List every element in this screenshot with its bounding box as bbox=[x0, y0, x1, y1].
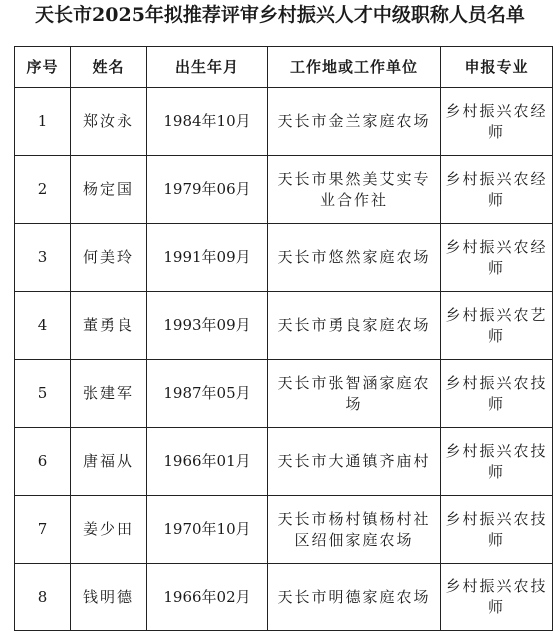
name-text: 董勇良 bbox=[82, 316, 134, 334]
cell-serial-number: 4 bbox=[15, 292, 71, 360]
cell-work-unit bbox=[268, 156, 441, 224]
name-text: 姜少田 bbox=[82, 520, 134, 538]
header-serial-number: 序号 bbox=[15, 47, 71, 88]
name-text: 张建军 bbox=[82, 384, 134, 402]
major-text: 乡村振兴农技师 bbox=[445, 441, 548, 481]
table-header-row bbox=[15, 47, 553, 88]
table-row bbox=[15, 88, 553, 156]
cell-serial-number: 6 bbox=[15, 428, 71, 496]
cell-serial-number: 3 bbox=[15, 224, 71, 292]
cell-serial-number: 8 bbox=[15, 564, 71, 631]
header-work-unit: 工作地或工作单位 bbox=[268, 47, 441, 88]
table-row bbox=[15, 428, 553, 496]
header-birth-date: 出生年月 bbox=[147, 47, 268, 88]
cell-work-unit bbox=[268, 224, 441, 292]
work-unit-text: 天长市果然美艾实专业合作社 bbox=[277, 169, 431, 209]
cell-serial-number: 1 bbox=[15, 88, 71, 156]
name-text: 唐福从 bbox=[82, 452, 134, 470]
cell-birth-date: 1987年05月 bbox=[147, 360, 268, 428]
cell-name bbox=[71, 428, 147, 496]
cell-work-unit bbox=[268, 428, 441, 496]
name-text: 何美玲 bbox=[82, 248, 134, 266]
cell-name bbox=[71, 88, 147, 156]
cell-birth-date: 1966年02月 bbox=[147, 564, 268, 631]
header-major: 申报专业 bbox=[441, 47, 553, 88]
cell-work-unit bbox=[268, 564, 441, 631]
table-row bbox=[15, 564, 553, 631]
cell-work-unit bbox=[268, 88, 441, 156]
cell-birth-date: 1966年01月 bbox=[147, 428, 268, 496]
table-row bbox=[15, 360, 553, 428]
table-row bbox=[15, 224, 553, 292]
cell-birth-date: 1970年10月 bbox=[147, 496, 268, 564]
major-text: 乡村振兴农技师 bbox=[445, 373, 548, 413]
cell-birth-date: 1979年06月 bbox=[147, 156, 268, 224]
cell-work-unit bbox=[268, 496, 441, 564]
work-unit-text: 天长市张智涵家庭农场 bbox=[277, 373, 431, 413]
major-text: 乡村振兴农经师 bbox=[445, 169, 548, 209]
cell-name bbox=[71, 292, 147, 360]
cell-birth-date: 1993年09月 bbox=[147, 292, 268, 360]
cell-major bbox=[441, 428, 553, 496]
cell-serial-number: 7 bbox=[15, 496, 71, 564]
cell-major bbox=[441, 88, 553, 156]
cell-major bbox=[441, 156, 553, 224]
cell-major bbox=[441, 360, 553, 428]
work-unit-text: 天长市勇良家庭农场 bbox=[277, 316, 431, 334]
cell-name bbox=[71, 564, 147, 631]
table-row bbox=[15, 496, 553, 564]
major-text: 乡村振兴农技师 bbox=[445, 577, 548, 616]
cell-name bbox=[71, 224, 147, 292]
cell-work-unit bbox=[268, 292, 441, 360]
cell-serial-number: 5 bbox=[15, 360, 71, 428]
cell-name bbox=[71, 360, 147, 428]
cell-name bbox=[71, 496, 147, 564]
cell-major bbox=[441, 564, 553, 631]
name-text: 钱明德 bbox=[82, 587, 134, 606]
cell-major bbox=[441, 292, 553, 360]
major-text: 乡村振兴农技师 bbox=[445, 509, 548, 549]
cell-birth-date: 1984年10月 bbox=[147, 88, 268, 156]
cell-work-unit bbox=[268, 360, 441, 428]
cell-major bbox=[441, 496, 553, 564]
candidate-table bbox=[14, 46, 553, 631]
work-unit-text: 天长市悠然家庭农场 bbox=[277, 248, 431, 266]
document-title: 天长市2025年拟推荐评审乡村振兴人才中级职称人员名单 bbox=[35, 4, 525, 26]
cell-birth-date: 1991年09月 bbox=[147, 224, 268, 292]
cell-serial-number: 2 bbox=[15, 156, 71, 224]
name-text: 杨定国 bbox=[82, 180, 134, 198]
table-row bbox=[15, 156, 553, 224]
table-row bbox=[15, 292, 553, 360]
name-text: 郑汝永 bbox=[82, 112, 134, 130]
work-unit-text: 天长市明德家庭农场 bbox=[277, 587, 431, 606]
header-name: 姓名 bbox=[71, 47, 147, 88]
major-text: 乡村振兴农经师 bbox=[445, 101, 548, 141]
cell-major bbox=[441, 224, 553, 292]
cell-name bbox=[71, 156, 147, 224]
work-unit-text: 天长市金兰家庭农场 bbox=[277, 112, 431, 130]
work-unit-text: 天长市大通镇齐庙村 bbox=[277, 452, 431, 470]
major-text: 乡村振兴农经师 bbox=[445, 237, 548, 277]
work-unit-text: 天长市杨村镇杨村社区绍佃家庭农场 bbox=[277, 509, 431, 549]
major-text: 乡村振兴农艺师 bbox=[445, 305, 548, 345]
